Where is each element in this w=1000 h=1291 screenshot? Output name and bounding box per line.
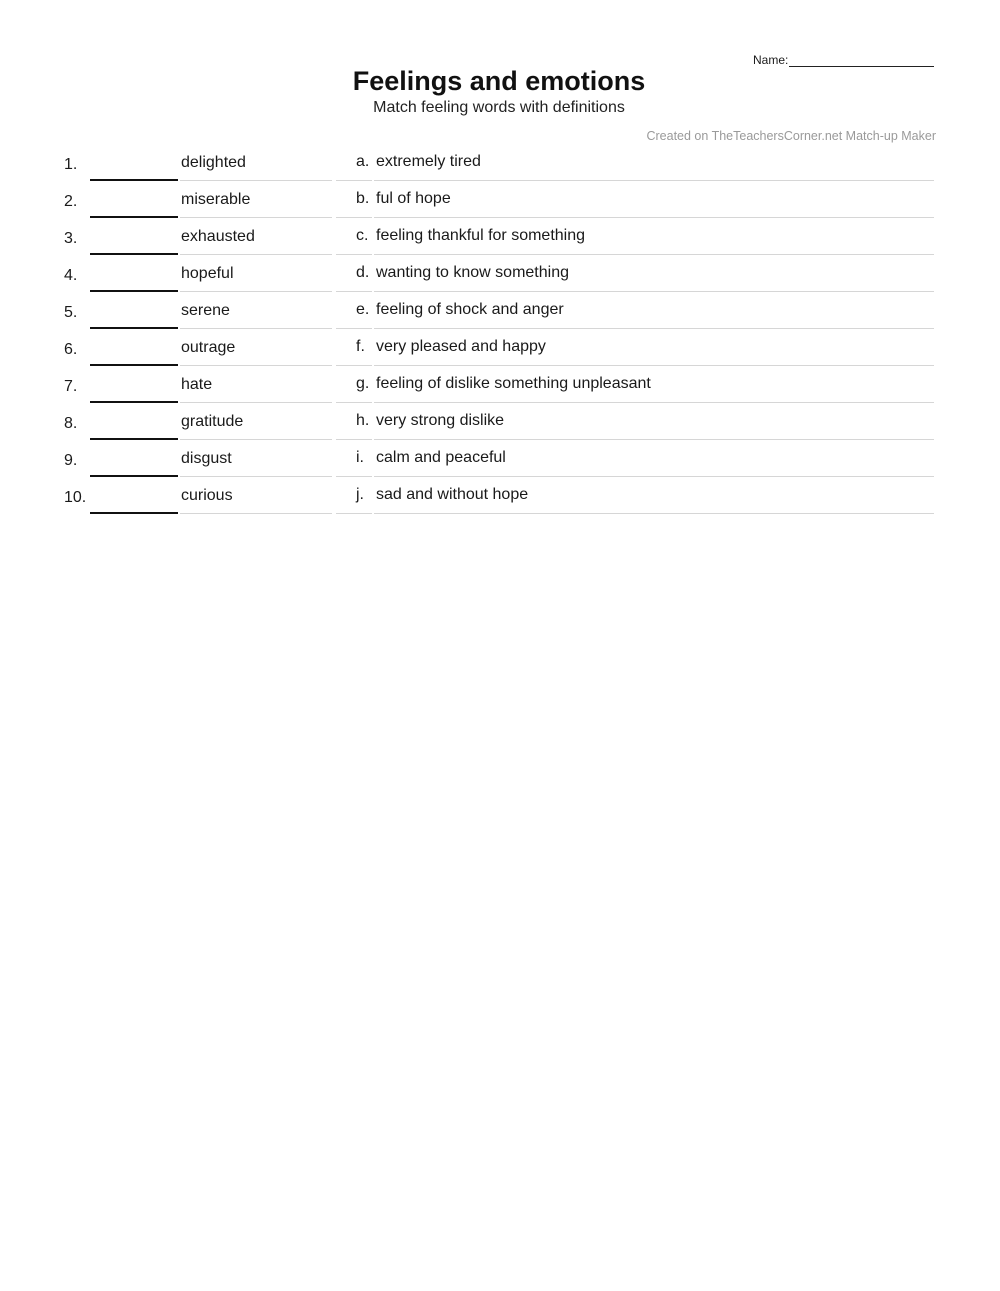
match-row (0, 366, 1000, 403)
match-row (0, 292, 1000, 329)
feeling-word: exhausted (181, 228, 255, 245)
item-number: 1. (64, 156, 78, 173)
feeling-word: outrage (181, 339, 236, 356)
definition-text: very pleased and happy (376, 338, 546, 355)
match-row (0, 255, 1000, 292)
match-list (0, 144, 1000, 514)
feeling-word: hate (181, 376, 213, 393)
item-number: 4. (64, 267, 78, 284)
feeling-word: delighted (181, 154, 246, 171)
match-row (0, 218, 1000, 255)
match-row (0, 440, 1000, 477)
match-row (0, 144, 1000, 181)
definition-letter: h. (356, 412, 370, 429)
divider (180, 513, 332, 514)
name-field (753, 52, 934, 67)
divider (374, 513, 934, 514)
feeling-word: disgust (181, 450, 232, 467)
definition-text: feeling thankful for something (376, 227, 586, 244)
item-number: 2. (64, 193, 78, 210)
definition-letter: j. (356, 486, 364, 503)
definition-letter: c. (356, 227, 369, 244)
definition-text: extremely tired (376, 153, 481, 170)
definition-letter: a. (356, 153, 370, 170)
answer-blank[interactable] (90, 512, 178, 514)
credit-line: Created on TheTeachersCorner.net Match-up Maker (646, 129, 936, 143)
definition-text: very strong dislike (376, 412, 505, 429)
definition-letter: f. (356, 338, 365, 355)
definition-letter: e. (356, 301, 370, 318)
item-number: 8. (64, 415, 78, 432)
definition-text: feeling of dislike something unpleasant (376, 375, 651, 392)
item-number: 9. (64, 452, 78, 469)
definition-letter: i. (356, 449, 364, 466)
definition-text: feeling of shock and anger (376, 301, 564, 318)
match-row (0, 181, 1000, 218)
feeling-word: miserable (181, 191, 251, 208)
item-number: 6. (64, 341, 78, 358)
item-number: 10. (64, 489, 87, 506)
item-number: 5. (64, 304, 78, 321)
worksheet-subtitle: Match feeling words with definitions (373, 99, 625, 116)
divider (336, 513, 372, 514)
feeling-word: hopeful (181, 265, 234, 282)
match-row (0, 329, 1000, 366)
definition-text: sad and without hope (376, 486, 529, 503)
item-number: 3. (64, 230, 78, 247)
definition-text: ful of hope (376, 190, 451, 207)
name-blank[interactable] (789, 52, 934, 67)
match-row (0, 403, 1000, 440)
feeling-word: serene (181, 302, 230, 319)
match-row (0, 477, 1000, 514)
worksheet-title: Feelings and emotions (352, 66, 646, 96)
name-label: Name: (753, 53, 789, 67)
definition-letter: d. (356, 264, 370, 281)
definition-letter: b. (356, 190, 370, 207)
feeling-word: curious (181, 487, 233, 504)
definition-text: wanting to know something (376, 264, 569, 281)
definition-text: calm and peaceful (376, 449, 506, 466)
item-number: 7. (64, 378, 78, 395)
feeling-word: gratitude (181, 413, 244, 430)
definition-letter: g. (356, 375, 370, 392)
